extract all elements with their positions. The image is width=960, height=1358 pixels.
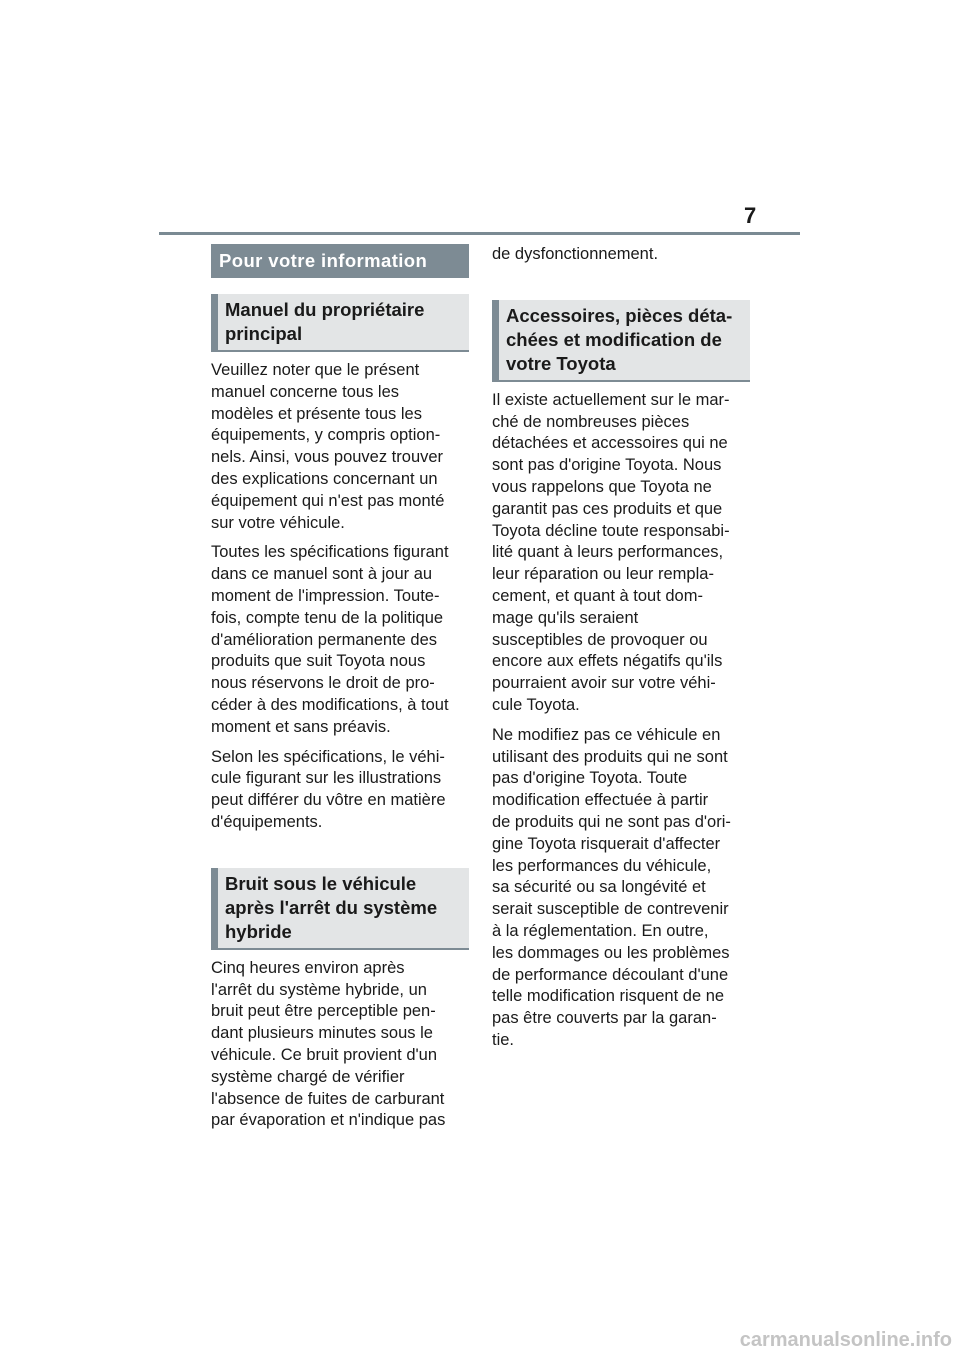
text-line: moment et sans préavis. bbox=[211, 717, 391, 736]
text-line: pas être couverts par la garan- bbox=[492, 1009, 717, 1028]
paragraph bbox=[211, 360, 469, 534]
text-line: peut différer du vôtre en matière bbox=[211, 791, 446, 810]
text-line: Selon les spécifications, le véhi- bbox=[211, 747, 445, 766]
text-line: système chargé de vérifier bbox=[211, 1067, 405, 1086]
text-line: de produits qui ne sont pas d'ori- bbox=[492, 812, 731, 831]
text-line: utilisant des produits qui ne sont bbox=[492, 747, 728, 766]
text-line: équipements, y compris option- bbox=[211, 426, 441, 445]
left-column bbox=[211, 244, 469, 1132]
text-line: l'absence de fuites de carburant bbox=[211, 1089, 445, 1108]
subheading-line: après l'arrêt du système bbox=[225, 896, 438, 918]
text-line: des explications concernant un bbox=[211, 469, 438, 488]
text-line: détachées et accessoires qui ne bbox=[492, 434, 728, 453]
text-line: encore aux effets négatifs qu'ils bbox=[492, 652, 723, 671]
text-line: cule figurant sur les illustrations bbox=[211, 769, 442, 788]
text-line: céder à des modifications, à tout bbox=[211, 695, 449, 714]
text-line: Ne modifiez pas ce véhicule en bbox=[492, 725, 721, 744]
text-line: les dommages ou les problèmes bbox=[492, 943, 730, 962]
text-line: nels. Ainsi, vous pouvez trouver bbox=[211, 448, 444, 467]
text-line: leur réparation ou leur rempla- bbox=[492, 565, 714, 584]
text-line: à la réglementation. En outre, bbox=[492, 921, 709, 940]
watermark: carmanualsonline.info bbox=[739, 1329, 952, 1351]
text-line: d'amélioration permanente des bbox=[211, 630, 438, 649]
text-line: l'arrêt du système hybride, un bbox=[211, 980, 427, 999]
text-line: Toutes les spécifications figurant bbox=[211, 543, 449, 562]
text-line: dans ce manuel sont à jour au bbox=[211, 565, 433, 584]
paragraph-continuation: de dysfonctionnement. bbox=[492, 245, 659, 263]
text-line: par évaporation et n'indique pas bbox=[211, 1111, 446, 1130]
text-line: gine Toyota risquerait d'affecter bbox=[492, 834, 721, 853]
subheading-hybrid-noise bbox=[211, 868, 469, 950]
text-line: sont pas d'origine Toyota. Nous bbox=[492, 456, 722, 475]
text-line: cule Toyota. bbox=[492, 695, 580, 714]
subheading-owners-manual bbox=[211, 294, 469, 352]
text-line: Veuillez noter que le présent bbox=[211, 361, 420, 379]
paragraph bbox=[492, 725, 750, 1052]
text-line: ché de nombreuses pièces bbox=[492, 412, 690, 431]
text-line: modification effectuée à partir bbox=[492, 791, 709, 810]
text-line: manuel concerne tous les bbox=[211, 382, 400, 401]
subheading-line: Bruit sous le véhicule bbox=[225, 872, 417, 894]
subheading-accessories bbox=[492, 300, 750, 382]
text-line: tie. bbox=[492, 1030, 515, 1049]
text-line: cement, et quant à tout dom- bbox=[492, 586, 703, 605]
text-line: serait susceptible de contrevenir bbox=[492, 900, 729, 919]
text-line: moment de l'impression. Toute- bbox=[211, 586, 440, 605]
section-banner: Pour votre information bbox=[211, 244, 469, 278]
paragraph bbox=[211, 958, 469, 1132]
subheading-line: Accessoires, pièces déta- bbox=[506, 304, 733, 326]
text-line: dant plusieurs minutes sous le bbox=[211, 1024, 433, 1043]
text-line: produits que suit Toyota nous bbox=[211, 652, 426, 671]
subheading-line: hybride bbox=[225, 920, 292, 942]
text-line: mage qu'ils seraient bbox=[492, 608, 639, 627]
text-line: nous réservons le droit de pro- bbox=[211, 674, 435, 693]
text-line: Cinq heures environ après bbox=[211, 958, 405, 977]
text-line: Il existe actuellement sur le mar- bbox=[492, 390, 730, 409]
text-line: de performance découlant d'une bbox=[492, 965, 729, 984]
text-line: fois, compte tenu de la politique bbox=[211, 608, 444, 627]
subheading-line: chées et modification de bbox=[506, 328, 722, 350]
paragraph bbox=[492, 390, 750, 717]
text-line: les performances du véhicule, bbox=[492, 856, 712, 875]
text-line: pas d'origine Toyota. Toute bbox=[492, 769, 688, 788]
text-line: équipement qui n'est pas monté bbox=[211, 491, 445, 510]
text-line: sur votre véhicule. bbox=[211, 513, 345, 532]
text-line: Toyota décline toute responsabi- bbox=[492, 521, 730, 540]
text-line: telle modification risquent de ne bbox=[492, 987, 725, 1006]
text-line: sa sécurité ou sa longévité et bbox=[492, 878, 706, 897]
right-column bbox=[492, 244, 750, 1052]
text-line: modèles et présente tous les bbox=[211, 404, 422, 423]
text-line: vous rappelons que Toyota ne bbox=[492, 477, 712, 496]
header-rule bbox=[159, 232, 800, 235]
text-line: d'équipements. bbox=[211, 812, 323, 831]
text-line: véhicule. Ce bruit provient d'un bbox=[211, 1045, 438, 1064]
subheading-line: Manuel du propriétaire bbox=[225, 299, 425, 320]
subheading-line: votre Toyota bbox=[506, 352, 616, 374]
text-line: lité quant à leurs performances, bbox=[492, 543, 724, 562]
text-line: garantit pas ces produits et que bbox=[492, 499, 723, 518]
text-line: susceptibles de provoquer ou bbox=[492, 630, 708, 649]
subheading-line: principal bbox=[225, 323, 303, 344]
page-number: 7 bbox=[744, 203, 757, 228]
text-line: pourraient avoir sur votre véhi- bbox=[492, 674, 716, 693]
paragraph bbox=[211, 747, 469, 834]
text-line: bruit peut être perceptible pen- bbox=[211, 1002, 436, 1021]
paragraph bbox=[211, 542, 469, 738]
